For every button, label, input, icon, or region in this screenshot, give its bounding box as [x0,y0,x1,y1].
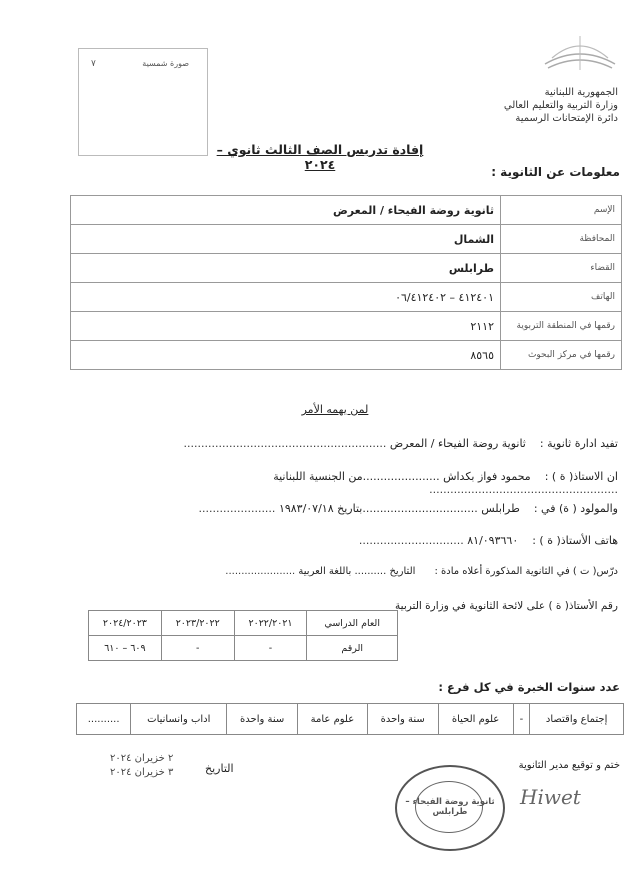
number-cell: - [234,636,307,661]
teacher-label: ان الاستاذ( ة ) : [544,470,618,483]
photo-box [78,48,208,156]
year-header-label: العام الدراسي [307,611,398,636]
teacher-name: محمود فواز بكداش [443,470,531,483]
branch-years: - [513,704,530,735]
teacher-nationality: اللبنانية [273,470,306,483]
label-governorate: المحافظة [501,225,622,254]
ministry-logo-icon [540,30,620,76]
statement-line-birth [98,502,618,515]
table-row [71,341,622,370]
subject-dots: ...................... [225,566,296,577]
label-research-center-number: رقمها في مركز البحوث [501,341,622,370]
experience-table [76,703,624,735]
table-row [71,312,622,341]
branch-years: سنة واحدة [367,704,438,735]
number-cell: ٦٠٩ – ٦١٠ [89,636,162,661]
ministry-line-republic: الجمهورية اللبنانية [544,87,618,98]
school-label: تفيد ادارة ثانوية : [539,437,618,450]
teacher-dots: ...................................................... [429,483,618,496]
teacher-phone-dots: .............................. [358,534,464,547]
branch-name: علوم عامة [298,704,368,735]
table-row [89,636,398,661]
label-district: القضاء [501,254,622,283]
ministry-line-ministry: وزارة التربية والتعليم العالي [503,100,618,111]
list-number-label: رقم الأستاذ( ة ) على لائحة الثانوية في وزارة التربية [395,600,618,612]
statement-line-phone [98,534,618,547]
date-line-1: ٢ خزيران ٢٠٢٤ [110,753,174,764]
signature-label: ختم و توقيع مدير الثانوية [518,760,620,771]
value-phone: ٤١٢٤٠١ – ٠٦/٤١٢٤٠٢ [71,283,501,312]
ministry-header [504,86,618,125]
director-signature: Hiwet [520,785,581,809]
ministry-line-department: دائرة الإمتحانات الرسمية [515,113,618,124]
teacher-mid: ......................من الجنسية [309,470,440,483]
school-info-heading: معلومات عن الثانوية : [491,165,620,179]
stamp-text: ثانوية روضة الفيحاء – طرابلس [405,797,495,817]
value-governorate: الشمال [71,225,501,254]
value-district: طرابلس [71,254,501,283]
table-row [71,225,622,254]
year-header: ٢٠٢٣/٢٠٢٢ [161,611,234,636]
to-whom-heading: لمن يهمه الأمر [301,403,369,416]
statement-line-subject [98,566,618,577]
document-title: إفادة تدريس الصف الثالث ثانوي – ٢٠٢٤ [216,142,424,172]
subject-label: درّس( ت ) في الثانوية المذكورة أعلاه مادة : [434,566,618,577]
label-phone: الهاتف [501,283,622,312]
statement-line-school [98,437,618,450]
photo-mark: ٧ [91,59,96,69]
date-label: التاريخ [205,762,234,775]
school-value: ثانوية روضة الفيحاء / المعرض [389,437,526,450]
handwritten-date [110,752,173,780]
branch-name: اداب وانسانيات [131,704,227,735]
branch-name: علوم الحياة [438,704,513,735]
birth-mid: .................................بتاريخ [337,502,478,515]
date-line-2: ٣ خزيران ٢٠٢٤ [110,767,174,778]
teacher-phone-label: هاتف الأستاذ( ة ) : [532,534,618,547]
table-row [71,283,622,312]
label-name: الإسم [501,196,622,225]
school-stamp [395,765,505,851]
value-edu-region-number: ٢١١٢ [71,312,501,341]
birth-dots: ...................... [198,502,276,515]
branch-years: سنة واحدة [227,704,298,735]
table-row [71,254,622,283]
table-row [89,611,398,636]
birth-place: طرابلس [481,502,520,515]
school-dots: .......................................................... [183,437,387,450]
number-cell: - [161,636,234,661]
birth-label: والمولود ( ة) في : [533,502,618,515]
label-edu-region-number: رقمها في المنطقة التربوية [501,312,622,341]
table-row [77,704,624,735]
branch-name: إجتماع واقتصاد [530,704,624,735]
subject-value: التاريخ .......... باللغة العربية [298,566,416,577]
statement-line-teacher [98,470,618,496]
birth-date: ١٩٨٣/٠٧/١٨ [278,502,334,515]
value-research-center-number: ٨٥٦٥ [71,341,501,370]
teacher-phone: ٨١/٠٩٣٦٦٠ [467,534,519,547]
experience-heading: عدد سنوات الخبرة في كل فرع : [438,680,620,694]
photo-label: صورة شمسية [142,59,189,68]
school-info-table [70,195,622,370]
value-name: ثانوية روضة الفيحاء / المعرض [71,196,501,225]
table-row [71,196,622,225]
years-table [88,610,398,661]
year-header: ٢٠٢٢/٢٠٢١ [234,611,307,636]
branch-years: .......... [77,704,131,735]
year-header: ٢٠٢٤/٢٠٢٣ [89,611,162,636]
number-row-label: الرقم [307,636,398,661]
